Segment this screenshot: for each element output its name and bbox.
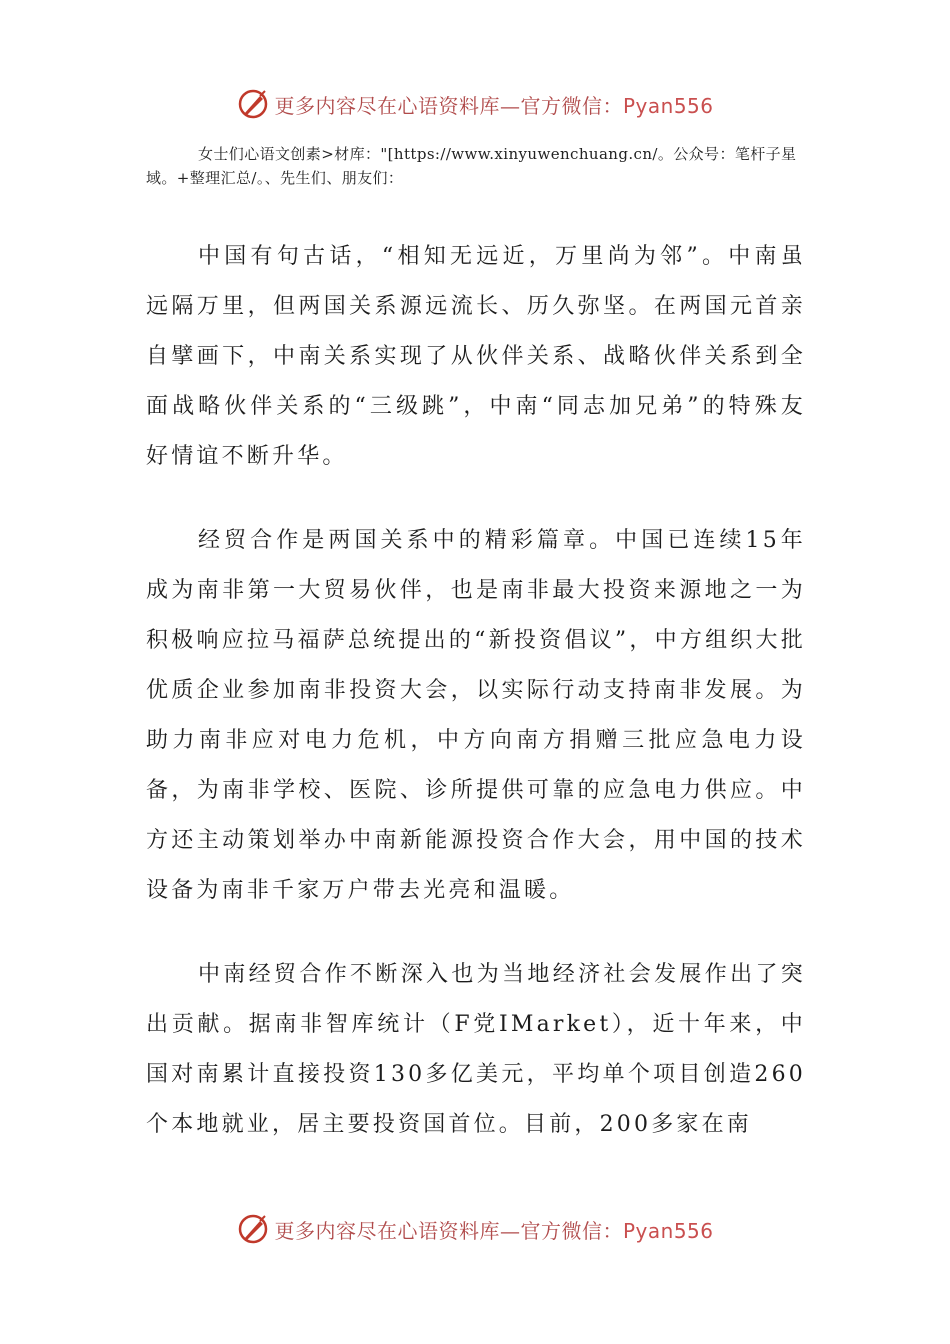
banner-slogan: 更多内容尽在心语资料库—官方微信：: [274, 1218, 623, 1243]
header-banner: [0, 84, 950, 124]
intro-line: 女士们心语文创素>材库："[https://www.xinyuwenchuang.cn/。公众号：笔杆子星域。+整理汇总/。、先生们、朋友们：: [146, 145, 797, 187]
quill-logo-icon: [236, 1212, 270, 1246]
footer-banner: [0, 1209, 950, 1249]
paragraph-2: 经贸合作是两国关系中的精彩篇章。中国已连续15年成为南非第一大贸易伙伴，也是南非最大投资来源地之一为积极响应拉马福萨总统提出的“新投资倡议”，中方组织大批优质企业参加南非投资大会，以实际行动支持南非发展。为助力南非应对电力危机，中方向南方捐赠三批应急电力设备，为南非学校、医院、诊所提供可靠的应急电力供应。中方还主动策划举办中南新能源投资合作大会，用中国的技术设备为南非千家万户带去光亮和温暖。: [146, 528, 806, 903]
banner-text: [274, 1215, 713, 1244]
paragraph-1: 中国有句古话，“相知无远近，万里尚为邻”。中南虽远隔万里，但两国关系源远流长、历久弥坚。在两国元首亲自擘画下，中南关系实现了从伙伴关系、战略伙伴关系到全面战略伙伴关系的“三级跳”，中南“同志加兄弟”的特殊友好情谊不断升华。: [146, 244, 806, 469]
quill-logo-icon: [236, 87, 270, 121]
wechat-account: Pyan556: [622, 1218, 714, 1243]
paragraph-3: 中南经贸合作不断深入也为当地经济社会发展作出了突出贡献。据南非智库统计（F党IMarket），近十年来，中国对南累计直接投资130多亿美元，平均单个项目创造260个本地就业，居主要投资国首位。目前，200多家在南: [146, 962, 806, 1137]
banner-text: [274, 90, 713, 119]
wechat-account: Pyan556: [622, 93, 714, 118]
banner-slogan: 更多内容尽在心语资料库—官方微信：: [274, 93, 623, 118]
